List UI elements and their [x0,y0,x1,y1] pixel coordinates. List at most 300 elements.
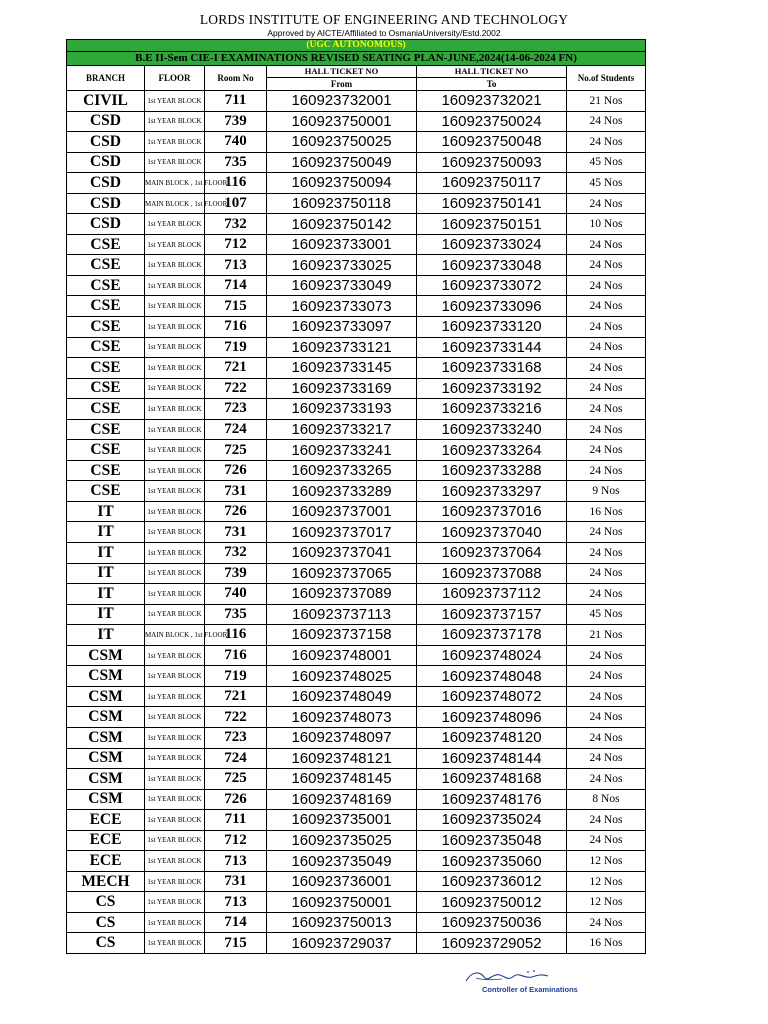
floor-cell: 1st YEAR BLOCK [145,399,205,420]
room-cell: 725 [205,769,267,790]
floor-cell: 1st YEAR BLOCK [145,810,205,831]
to-ticket-cell: 160923750151 [417,214,567,235]
to-ticket-cell: 160923750141 [417,193,567,214]
floor-cell: 1st YEAR BLOCK [145,871,205,892]
branch-cell: CSE [67,460,145,481]
table-row [67,748,646,769]
from-ticket-cell: 160923750094 [267,173,417,194]
floor-cell: 1st YEAR BLOCK [145,892,205,913]
from-ticket-cell: 160923733265 [267,460,417,481]
to-ticket-cell: 160923748176 [417,789,567,810]
branch-cell: CSD [67,214,145,235]
header-students: No.of Students [567,66,646,91]
room-cell: 712 [205,830,267,851]
floor-cell: 1st YEAR BLOCK [145,132,205,153]
students-cell: 24 Nos [567,666,646,687]
room-cell: 714 [205,275,267,296]
branch-cell: ECE [67,851,145,872]
table-row [67,789,646,810]
floor-cell: 1st YEAR BLOCK [145,460,205,481]
from-ticket-cell: 160923750118 [267,193,417,214]
branch-cell: MECH [67,871,145,892]
from-ticket-cell: 160923737017 [267,522,417,543]
room-cell: 732 [205,214,267,235]
to-ticket-cell: 160923737064 [417,543,567,564]
table-row [67,214,646,235]
from-ticket-cell: 160923737113 [267,604,417,625]
table-row [67,707,646,728]
branch-cell: CSD [67,193,145,214]
branch-cell: CSD [67,152,145,173]
branch-cell: CIVIL [67,91,145,112]
room-cell: 731 [205,871,267,892]
table-row [67,645,646,666]
room-cell: 721 [205,358,267,379]
table-row [67,810,646,831]
students-cell: 24 Nos [567,255,646,276]
branch-cell: CSE [67,275,145,296]
to-ticket-cell: 160923733297 [417,481,567,502]
students-cell: 24 Nos [567,296,646,317]
from-ticket-cell: 160923737089 [267,584,417,605]
to-ticket-cell: 160923733072 [417,275,567,296]
from-ticket-cell: 160923733169 [267,378,417,399]
branch-cell: CSM [67,645,145,666]
table-row [67,358,646,379]
to-ticket-cell: 160923750036 [417,912,567,933]
table-row [67,604,646,625]
from-ticket-cell: 160923737065 [267,563,417,584]
table-row [67,378,646,399]
room-cell: 735 [205,604,267,625]
from-ticket-cell: 160923750049 [267,152,417,173]
floor-cell: 1st YEAR BLOCK [145,748,205,769]
branch-cell: CSM [67,666,145,687]
students-cell: 16 Nos [567,501,646,522]
room-cell: 721 [205,686,267,707]
students-cell: 24 Nos [567,810,646,831]
floor-cell: 1st YEAR BLOCK [145,912,205,933]
branch-cell: CSE [67,337,145,358]
from-ticket-cell: 160923750142 [267,214,417,235]
students-cell: 24 Nos [567,193,646,214]
from-ticket-cell: 160923733217 [267,419,417,440]
floor-cell: 1st YEAR BLOCK [145,604,205,625]
to-ticket-cell: 160923733288 [417,460,567,481]
autonomous-label: (UGC AUTONOMOUS) [67,40,646,52]
from-ticket-cell: 160923748169 [267,789,417,810]
to-ticket-cell: 160923729052 [417,933,567,954]
table-row [67,296,646,317]
from-ticket-cell: 160923733097 [267,317,417,338]
table-row [67,830,646,851]
room-cell: 731 [205,522,267,543]
students-cell: 24 Nos [567,830,646,851]
from-ticket-cell: 160923748097 [267,727,417,748]
room-cell: 726 [205,789,267,810]
room-cell: 116 [205,173,267,194]
room-cell: 731 [205,481,267,502]
to-ticket-cell: 160923750024 [417,111,567,132]
floor-cell: 1st YEAR BLOCK [145,501,205,522]
from-ticket-cell: 160923748049 [267,686,417,707]
floor-cell: 1st YEAR BLOCK [145,522,205,543]
students-cell: 9 Nos [567,481,646,502]
to-ticket-cell: 160923733216 [417,399,567,420]
floor-cell: 1st YEAR BLOCK [145,234,205,255]
from-ticket-cell: 160923748025 [267,666,417,687]
branch-cell: IT [67,543,145,564]
students-cell: 24 Nos [567,234,646,255]
branch-cell: CSE [67,317,145,338]
students-cell: 45 Nos [567,152,646,173]
to-ticket-cell: 160923750117 [417,173,567,194]
floor-cell: 1st YEAR BLOCK [145,152,205,173]
to-ticket-cell: 160923748072 [417,686,567,707]
floor-cell: 1st YEAR BLOCK [145,851,205,872]
students-cell: 16 Nos [567,933,646,954]
from-ticket-cell: 160923735049 [267,851,417,872]
table-row [67,543,646,564]
room-cell: 739 [205,563,267,584]
students-cell: 24 Nos [567,645,646,666]
from-ticket-cell: 160923735001 [267,810,417,831]
to-ticket-cell: 160923733168 [417,358,567,379]
table-row [67,563,646,584]
table-row [67,91,646,112]
header-from: From [267,78,417,91]
from-ticket-cell: 160923750013 [267,912,417,933]
branch-cell: CSD [67,132,145,153]
students-cell: 24 Nos [567,563,646,584]
to-ticket-cell: 160923735060 [417,851,567,872]
students-cell: 45 Nos [567,604,646,625]
floor-cell: 1st YEAR BLOCK [145,933,205,954]
from-ticket-cell: 160923737041 [267,543,417,564]
table-row [67,666,646,687]
table-row [67,501,646,522]
branch-cell: CSE [67,399,145,420]
room-cell: 716 [205,645,267,666]
branch-cell: CSM [67,748,145,769]
table-row [67,933,646,954]
room-cell: 725 [205,440,267,461]
to-ticket-cell: 160923733120 [417,317,567,338]
students-cell: 24 Nos [567,769,646,790]
branch-cell: IT [67,522,145,543]
room-cell: 735 [205,152,267,173]
table-row [67,399,646,420]
room-cell: 722 [205,378,267,399]
students-cell: 21 Nos [567,91,646,112]
from-ticket-cell: 160923733241 [267,440,417,461]
header-hall-ticket-to: HALL TICKET NO [417,66,567,78]
floor-cell: 1st YEAR BLOCK [145,686,205,707]
room-cell: 723 [205,399,267,420]
students-cell: 24 Nos [567,419,646,440]
table-row [67,317,646,338]
room-cell: 713 [205,255,267,276]
floor-cell: 1st YEAR BLOCK [145,255,205,276]
from-ticket-cell: 160923750001 [267,892,417,913]
to-ticket-cell: 160923748024 [417,645,567,666]
from-ticket-cell: 160923733193 [267,399,417,420]
students-cell: 10 Nos [567,214,646,235]
students-cell: 24 Nos [567,132,646,153]
floor-cell: MAIN BLOCK , 1st FLOOR [145,173,205,194]
floor-cell: 1st YEAR BLOCK [145,727,205,748]
from-ticket-cell: 160923729037 [267,933,417,954]
from-ticket-cell: 160923733289 [267,481,417,502]
room-cell: 723 [205,727,267,748]
exam-title: B.E II-Sem CIE-I EXAMINATIONS REVISED SEATING PLAN-JUNE,2024(14-06-2024 FN) [67,52,646,66]
floor-cell: 1st YEAR BLOCK [145,337,205,358]
room-cell: 116 [205,625,267,646]
students-cell: 24 Nos [567,358,646,379]
branch-cell: IT [67,563,145,584]
students-cell: 8 Nos [567,789,646,810]
room-cell: 740 [205,132,267,153]
table-row [67,871,646,892]
branch-cell: CSE [67,378,145,399]
header-floor: FLOOR [145,66,205,91]
table-row [67,851,646,872]
floor-cell: 1st YEAR BLOCK [145,111,205,132]
students-cell: 12 Nos [567,892,646,913]
header-hall-ticket-from: HALL TICKET NO [267,66,417,78]
from-ticket-cell: 160923750001 [267,111,417,132]
to-ticket-cell: 160923733144 [417,337,567,358]
from-ticket-cell: 160923748073 [267,707,417,728]
from-ticket-cell: 160923737001 [267,501,417,522]
table-row [67,255,646,276]
table-row [67,152,646,173]
students-cell: 12 Nos [567,851,646,872]
to-ticket-cell: 160923735048 [417,830,567,851]
branch-cell: CS [67,933,145,954]
table-row [67,440,646,461]
floor-cell: 1st YEAR BLOCK [145,789,205,810]
floor-cell: 1st YEAR BLOCK [145,91,205,112]
floor-cell: 1st YEAR BLOCK [145,481,205,502]
exam-title-banner [67,52,646,66]
room-cell: 107 [205,193,267,214]
to-ticket-cell: 160923748120 [417,727,567,748]
room-cell: 739 [205,111,267,132]
to-ticket-cell: 160923750093 [417,152,567,173]
table-row [67,727,646,748]
floor-cell: 1st YEAR BLOCK [145,378,205,399]
floor-cell: 1st YEAR BLOCK [145,275,205,296]
floor-cell: 1st YEAR BLOCK [145,358,205,379]
seating-plan-table [66,39,646,954]
branch-cell: IT [67,625,145,646]
floor-cell: 1st YEAR BLOCK [145,543,205,564]
table-row [67,419,646,440]
from-ticket-cell: 160923748145 [267,769,417,790]
floor-cell: 1st YEAR BLOCK [145,214,205,235]
to-ticket-cell: 160923737157 [417,604,567,625]
branch-cell: CSD [67,111,145,132]
header-room: Room No [205,66,267,91]
column-header-row [67,66,646,78]
students-cell: 12 Nos [567,871,646,892]
students-cell: 24 Nos [567,337,646,358]
room-cell: 719 [205,666,267,687]
table-row [67,686,646,707]
table-row [67,912,646,933]
room-cell: 724 [205,419,267,440]
from-ticket-cell: 160923750025 [267,132,417,153]
table-row [67,275,646,296]
branch-cell: CS [67,892,145,913]
from-ticket-cell: 160923736001 [267,871,417,892]
room-cell: 716 [205,317,267,338]
students-cell: 24 Nos [567,748,646,769]
students-cell: 45 Nos [567,173,646,194]
from-ticket-cell: 160923733001 [267,234,417,255]
branch-cell: IT [67,604,145,625]
floor-cell: 1st YEAR BLOCK [145,707,205,728]
branch-cell: CSD [67,173,145,194]
to-ticket-cell: 160923733096 [417,296,567,317]
from-ticket-cell: 160923733121 [267,337,417,358]
to-ticket-cell: 160923748096 [417,707,567,728]
floor-cell: 1st YEAR BLOCK [145,317,205,338]
to-ticket-cell: 160923733048 [417,255,567,276]
floor-cell: 1st YEAR BLOCK [145,296,205,317]
students-cell: 24 Nos [567,275,646,296]
to-ticket-cell: 160923735024 [417,810,567,831]
floor-cell: 1st YEAR BLOCK [145,440,205,461]
floor-cell: 1st YEAR BLOCK [145,666,205,687]
from-ticket-cell: 160923748001 [267,645,417,666]
room-cell: 711 [205,810,267,831]
table-row [67,522,646,543]
branch-cell: CSM [67,707,145,728]
to-ticket-cell: 160923750012 [417,892,567,913]
to-ticket-cell: 160923748048 [417,666,567,687]
seating-rows [67,91,646,954]
table-row [67,892,646,913]
to-ticket-cell: 160923748144 [417,748,567,769]
students-cell: 24 Nos [567,707,646,728]
from-ticket-cell: 160923733145 [267,358,417,379]
floor-cell: 1st YEAR BLOCK [145,563,205,584]
from-ticket-cell: 160923733025 [267,255,417,276]
to-ticket-cell: 160923750048 [417,132,567,153]
floor-cell: 1st YEAR BLOCK [145,645,205,666]
room-cell: 711 [205,91,267,112]
students-cell: 24 Nos [567,584,646,605]
students-cell: 24 Nos [567,399,646,420]
table-row [67,234,646,255]
from-ticket-cell: 160923732001 [267,91,417,112]
branch-cell: CSE [67,255,145,276]
students-cell: 24 Nos [567,912,646,933]
students-cell: 24 Nos [567,727,646,748]
room-cell: 740 [205,584,267,605]
to-ticket-cell: 160923737040 [417,522,567,543]
approval-line: Approved by AICTE/Affiliated to OsmaniaUniversity/Estd.2002 [267,28,501,38]
students-cell: 24 Nos [567,543,646,564]
table-row [67,584,646,605]
header-to: To [417,78,567,91]
students-cell: 21 Nos [567,625,646,646]
table-row [67,132,646,153]
branch-cell: CS [67,912,145,933]
to-ticket-cell: 160923733192 [417,378,567,399]
room-cell: 714 [205,912,267,933]
table-row [67,769,646,790]
table-row [67,193,646,214]
from-ticket-cell: 160923735025 [267,830,417,851]
branch-cell: ECE [67,830,145,851]
to-ticket-cell: 160923733240 [417,419,567,440]
students-cell: 24 Nos [567,686,646,707]
room-cell: 719 [205,337,267,358]
floor-cell: 1st YEAR BLOCK [145,584,205,605]
table-row [67,625,646,646]
branch-cell: CSM [67,789,145,810]
header-branch: BRANCH [67,66,145,91]
floor-cell: MAIN BLOCK , 1st FLOOR [145,193,205,214]
branch-cell: CSE [67,419,145,440]
branch-cell: CSE [67,234,145,255]
table-row [67,111,646,132]
to-ticket-cell: 160923737088 [417,563,567,584]
branch-cell: CSM [67,686,145,707]
from-ticket-cell: 160923733049 [267,275,417,296]
room-cell: 724 [205,748,267,769]
room-cell: 726 [205,460,267,481]
table-row [67,481,646,502]
room-cell: 713 [205,892,267,913]
from-ticket-cell: 160923733073 [267,296,417,317]
table-row [67,460,646,481]
students-cell: 24 Nos [567,522,646,543]
branch-cell: ECE [67,810,145,831]
to-ticket-cell: 160923737016 [417,501,567,522]
students-cell: 24 Nos [567,111,646,132]
to-ticket-cell: 160923733024 [417,234,567,255]
room-cell: 726 [205,501,267,522]
floor-cell: 1st YEAR BLOCK [145,830,205,851]
branch-cell: CSE [67,481,145,502]
branch-cell: CSM [67,769,145,790]
to-ticket-cell: 160923732021 [417,91,567,112]
branch-cell: CSE [67,358,145,379]
table-row [67,337,646,358]
institute-name: LORDS INSTITUTE OF ENGINEERING AND TECHNOLOGY [199,12,569,27]
room-cell: 715 [205,933,267,954]
from-ticket-cell: 160923737158 [267,625,417,646]
room-cell: 715 [205,296,267,317]
branch-cell: CSM [67,727,145,748]
students-cell: 24 Nos [567,460,646,481]
branch-cell: IT [67,501,145,522]
branch-cell: IT [67,584,145,605]
to-ticket-cell: 160923737112 [417,584,567,605]
branch-cell: CSE [67,440,145,461]
floor-cell: 1st YEAR BLOCK [145,769,205,790]
to-ticket-cell: 160923737178 [417,625,567,646]
to-ticket-cell: 160923733264 [417,440,567,461]
room-cell: 713 [205,851,267,872]
from-ticket-cell: 160923748121 [267,748,417,769]
floor-cell: 1st YEAR BLOCK [145,419,205,440]
students-cell: 24 Nos [567,440,646,461]
